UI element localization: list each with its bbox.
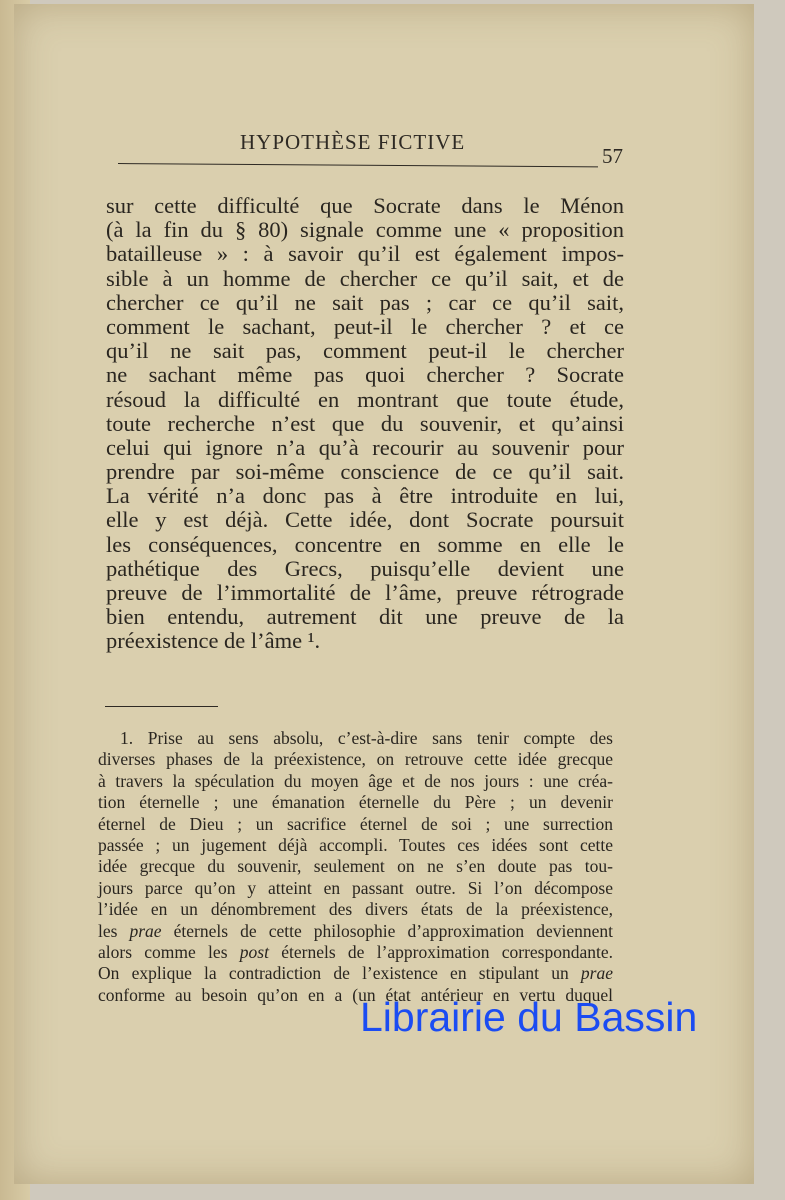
footnote-line [98,921,613,942]
body-line: sur cette difficulté que Socrate dans le Ménon [106,193,624,218]
footnote-line [98,942,613,963]
italic-text: post [239,941,269,962]
body-line: pathétique des Grecs, puisqu’elle devient une [106,555,624,581]
italic-text: prae [580,963,613,984]
footnote-line: passée ; un jugement déjà accompli. Toutes ces idées sont cette [98,834,613,855]
text: alors comme les [98,941,240,962]
footnote-line: conforme au besoin qu’on en a (un état antérieur en vertu duquel [98,984,613,1005]
text: les [98,920,130,941]
body-line: celui qui ignore n’a qu’à recourir au souvenir pour [106,434,624,460]
body-line: preuve de l’immortalité de l’âme, preuve rétrograde [106,580,624,605]
italic-text: prae [129,920,162,941]
body-line: toute recherche n’est que du souvenir, et qu’ainsi [106,410,624,436]
body-line: les conséquences, concentre en somme en elle le [106,531,624,557]
footnote-line: à travers la spéculation du moyen âge et de nos jours : une créa- [98,770,613,791]
footnote-line: 1. Prise au sens absolu, c’est-à-dire sans tenir compte des [120,728,613,748]
footnote-line: diverses phases de la préexistence, on retrouve cette idée grecque [98,749,613,770]
text: éternels de cette philosophie d’approximation deviennent [161,920,613,941]
footnote-line [98,963,613,984]
footnote-line: jours parce qu’on y atteint en passant outre. Si l’on décompose [98,877,613,898]
body-line: ne sachant même pas quoi chercher ? Socrate [106,362,624,388]
body-line: prendre par soi-même conscience de ce qu’il sait. [106,459,624,485]
watermark: Librairie du Bassin [360,994,698,1040]
footnote-line: l’idée en un dénombrement des divers états de la préexistence, [98,899,613,920]
page-number: 57 [602,144,623,168]
body-line: résoud la difficulté en montrant que toute étude, [106,386,624,412]
footnote [98,728,613,1006]
text: éternels de l’approximation correspondante. [268,941,613,962]
footnote-line: éternel de Dieu ; un sacrifice éternel de soi ; une surrection [98,813,613,834]
body-line: (à la fin du § 80) signale comme une « proposition [106,217,624,243]
body-line: sible à un homme de chercher ce qu’il sait, et de [106,265,624,291]
footnote-line: idée grecque du souvenir, seulement on ne s’en doute pas tou- [98,856,613,877]
body-line: préexistence de l’âme ¹. [106,628,321,654]
body-line: bien entendu, autrement dit une preuve de la [106,604,624,630]
body-line: elle y est déjà. Cette idée, dont Socrate poursuit [106,507,624,533]
body-line: batailleuse » : à savoir qu’il est également impos- [106,241,624,267]
body-line: La vérité n’a donc pas à être introduite en lui, [106,483,624,509]
body-line: qu’il ne sait pas, comment peut-il le chercher [106,338,624,364]
text: On explique la contradiction de l’existence en stipulant un [98,963,581,984]
body-line: comment le sachant, peut-il le chercher ? et ce [106,313,624,339]
running-title: HYPOTHÈSE FICTIVE [240,130,466,154]
footnote-rule [105,706,218,707]
footnote-line: tion éternelle ; une émanation éternelle du Père ; un devenir [98,792,613,813]
body-text [106,194,624,654]
body-line: chercher ce qu’il ne sait pas ; car ce qu’il sait, [106,289,624,315]
